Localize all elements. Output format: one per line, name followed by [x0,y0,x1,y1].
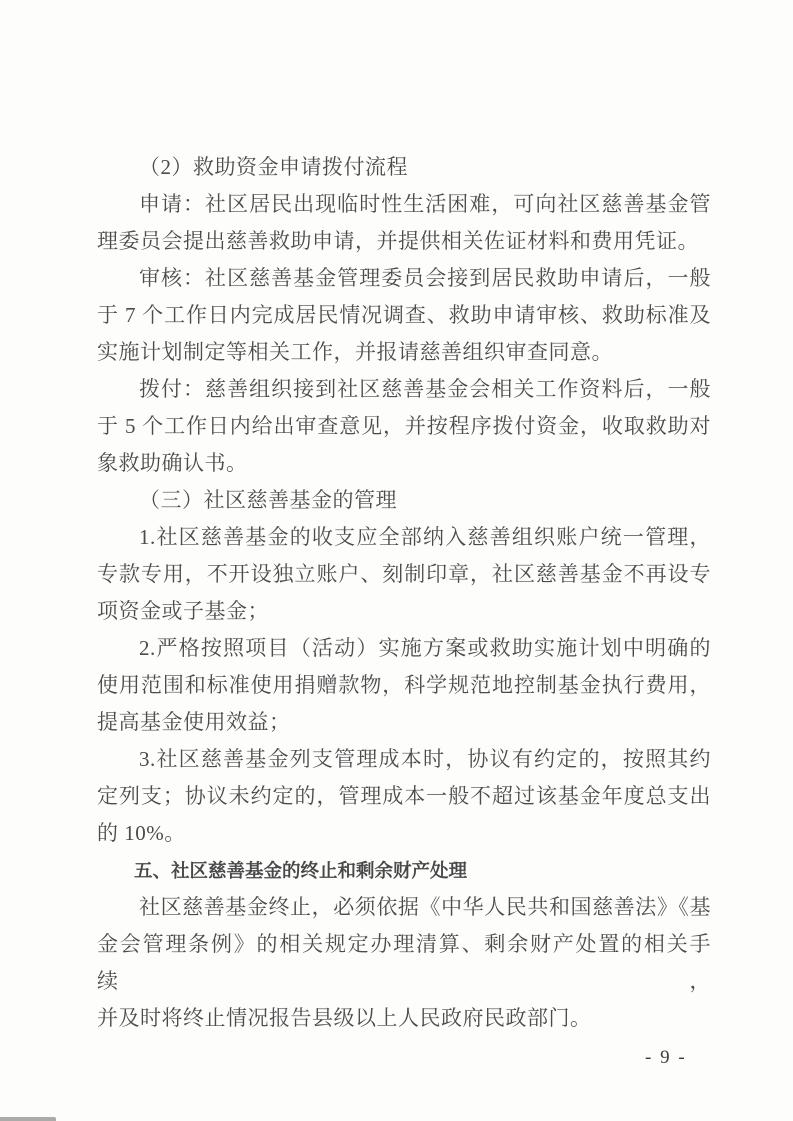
doc-line: 的 10%。 [97,821,186,845]
doc-line: （2）救助资金申请拨付流程 [139,155,408,179]
paragraph-management-item-2 [97,630,711,741]
paragraph-disbursement-flow-title [97,149,711,186]
scan-edge-artifact [0,1117,56,1121]
doc-line: 1.社区慈善基金的收支应全部纳入慈善组织账户统一管理， [139,525,711,549]
doc-line: 于 5 个工作日内给出审查意见，并按程序拨付资金，收取救助对 [97,414,711,438]
paragraph-application [97,186,711,260]
doc-line: 提高基金使用效益； [97,710,291,734]
doc-line: 实施计划制定等相关工作，并报请慈善组织审查同意。 [97,340,613,364]
doc-line: 2.严格按照项目（活动）实施方案或救助实施计划中明确的 [139,636,711,660]
paragraph-management-item-1 [97,519,711,630]
paragraph-management-title [97,482,711,519]
doc-line: 审核：社区慈善基金管理委员会接到居民救助申请后，一般 [139,266,711,290]
page-number: - 9 - [645,1047,687,1068]
paragraph-management-item-3 [97,741,711,852]
doc-line: 金会管理条例》的相关规定办理清算、剩余财产处置的相关手续， [97,932,711,993]
doc-line: 于 7 个工作日内完成居民情况调查、救助申请审核、救助标准及 [97,303,711,327]
doc-line: 拨付：慈善组织接到社区慈善基金会相关工作资料后，一般 [139,377,711,401]
section-heading: 五、社区慈善基金的终止和剩余财产处理 [134,860,468,881]
doc-line: 3.社区慈善基金列支管理成本时，协议有约定的，按照其约 [139,747,711,771]
paragraph-disbursement [97,371,711,482]
document-body [97,149,711,1037]
doc-line: 并及时将终止情况报告县级以上人民政府民政部门。 [97,1006,592,1030]
doc-line: 项资金或子基金； [97,599,269,623]
doc-line: 定列支；协议未约定的，管理成本一般不超过该基金年度总支出 [97,784,711,808]
doc-line: 申请：社区居民出现临时性生活困难，可向社区慈善基金管 [139,192,711,216]
paragraph-review [97,260,711,371]
paragraph-termination [97,889,711,1037]
doc-line: （三）社区慈善基金的管理 [139,488,397,512]
doc-line: 社区慈善基金终止，必须依据《中华人民共和国慈善法》《基 [139,895,711,919]
doc-line: 使用范围和标准使用捐赠款物，科学规范地控制基金执行费用， [97,673,711,697]
doc-line: 象救助确认书。 [97,451,248,475]
paragraph-section-five-heading [97,852,711,889]
doc-line: 专款专用，不开设独立账户、刻制印章，社区慈善基金不再设专 [97,562,711,586]
doc-line: 理委员会提出慈善救助申请，并提供相关佐证材料和费用凭证。 [97,229,699,253]
